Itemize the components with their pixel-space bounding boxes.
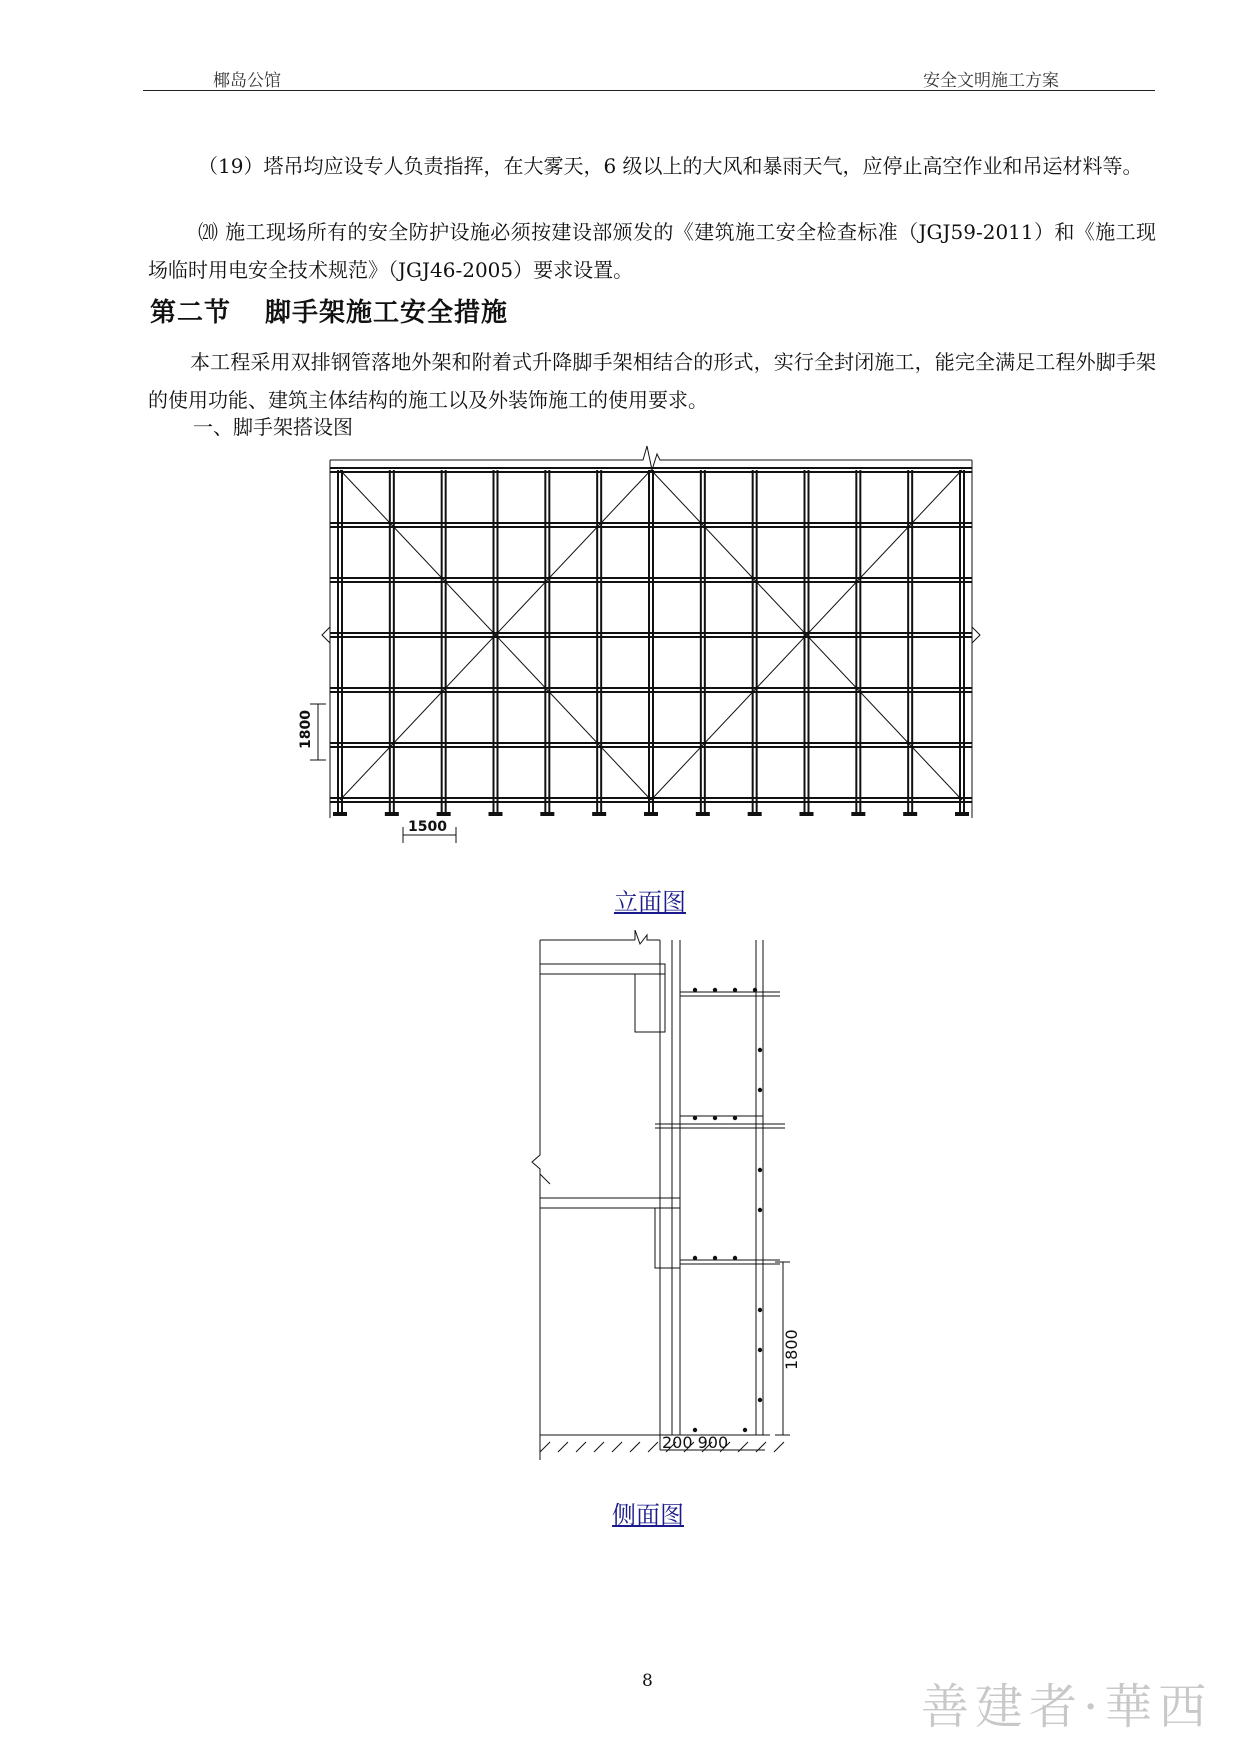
watermark-logo xyxy=(921,1668,1221,1738)
header-project-name: 椰岛公馆 xyxy=(213,71,281,91)
page-number: 8 xyxy=(642,1671,653,1691)
svg-text:善建者·華西: 善建者·華西 xyxy=(921,1679,1213,1735)
section-heading xyxy=(150,292,508,329)
scaffold-side-view-drawing xyxy=(520,930,820,1470)
dimension-height-label: 1800 xyxy=(298,710,314,749)
section-title: 脚手架施工安全措施 xyxy=(265,298,509,328)
page-header xyxy=(143,62,1155,91)
scaffold-elevation-drawing xyxy=(290,440,990,860)
side-dimension-height-label: 1800 xyxy=(782,1329,801,1370)
caption-side-view[interactable]: 侧面图 xyxy=(612,1501,684,1529)
subheading: 一、脚手架搭设图 xyxy=(193,415,353,439)
section-number: 第二节 xyxy=(150,298,232,328)
side-dimension-bottom-label: 200 900 xyxy=(662,1433,729,1452)
paragraph-item-19: （19）塔吊均应设专人负责指挥，在大雾天，6 级以上的大风和暴雨天气，应停止高空作业和吊运材料等。 xyxy=(198,154,1143,178)
dimension-width-label: 1500 xyxy=(408,819,447,835)
caption-elevation[interactable]: 立面图 xyxy=(614,888,686,916)
intro-paragraph: 本工程采用双排钢管落地外架和附着式升降脚手架相结合的形式，实行全封闭施工，能完全满足工程外脚手架的使用功能、建筑主体结构的施工以及外装饰施工的使用要求。 xyxy=(148,350,1156,412)
paragraph-item-20: ⒇ 施工现场所有的安全防护设施必须按建设部颁发的《建筑施工安全检查标准（JGJ59-2011）和《施工现场临时用电安全技术规范》（JGJ46-2005）要求设置。 xyxy=(148,220,1156,282)
header-document-title: 安全文明施工方案 xyxy=(923,71,1059,91)
